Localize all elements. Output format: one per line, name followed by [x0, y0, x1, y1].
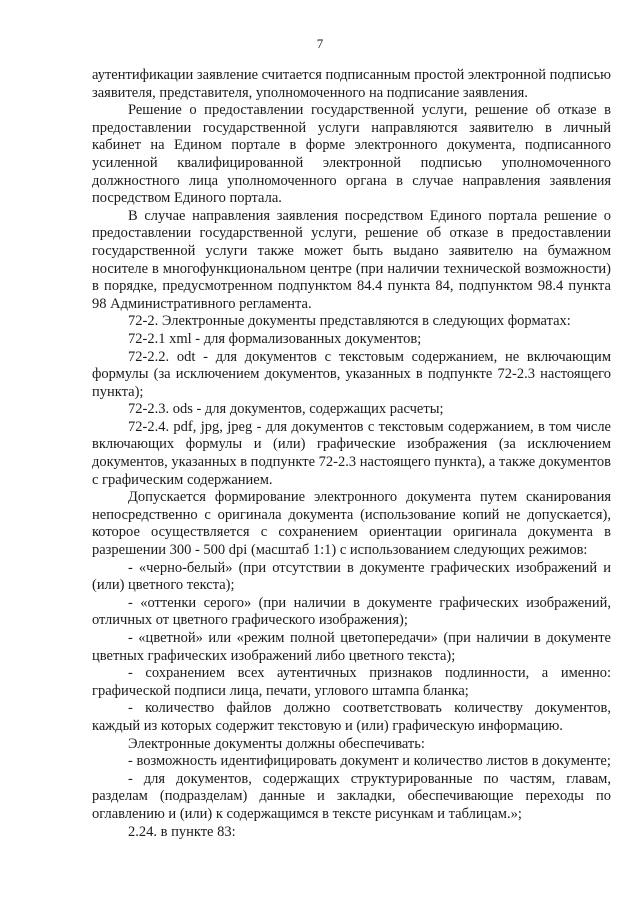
paragraph: - сохранением всех аутентичных признаков подлинности, а именно: графической подписи лица, печати, углового штампа бланка; [92, 665, 611, 699]
paragraph: Допускается формирование электронного документа путем сканирования непосредственно с оригинала документа (использование копий не допускается), которое осуществляется с сохранением ориентации оригинала документа в разрешении 300 - 500 dpi (масштаб 1:1) с использованием следующих режимов: [92, 489, 611, 559]
paragraph: В случае направления заявления посредством Единого портала решение о предоставлении государственной услуги, решение об отказе в предоставлении государственной услуги также может быть выдано заявителю на бумажном носителе в многофункциональном центре (при наличии технической возможности) в порядке, предусмотренном подпунктом 84.4 пункта 84, подпунктом 98.4 пункта 98 Административного регламента. [92, 207, 611, 312]
paragraph: 72-2.2. odt - для документов с текстовым содержанием, не включающим формулы (за исключением документов, указанных в подпункте 72-2.3 настоящего пункта); [92, 348, 611, 400]
paragraph: 72-2.3. ods - для документов, содержащих расчеты; [128, 401, 444, 418]
paragraph: 2.24. в пункте 83: [128, 823, 236, 840]
paragraph: - количество файлов должно соответствовать количеству документов, каждый из которых содержит текстовую и (или) графическую информацию. [92, 700, 611, 734]
paragraph: аутентификации заявление считается подписанным простой электронной подписью заявителя, представителя, уполномоченного на подписание заявления. [92, 67, 611, 101]
paragraph: Электронные документы должны обеспечивать: [128, 735, 425, 752]
paragraph: 72-2.4. pdf, jpg, jpeg - для документов с текстовым содержанием, в том числе включающих формулы и (или) графические изображения (за исключением документов, указанных в подпункте 72-2.3 настоящего пункта), а также документов с графическим содержанием. [92, 418, 611, 488]
paragraph: 72-2. Электронные документы представляются в следующих форматах: [128, 313, 571, 330]
paragraph: - для документов, содержащих структурированные по частям, главам, разделам (подразделам) данные и закладки, обеспечивающие переходы по оглавлению и (или) к содержащимся в тексте рисункам и таблицам.»; [92, 770, 611, 822]
paragraph: - «цветной» или «режим полной цветопередачи» (при наличии в документе цветных графических изображений либо цветного текста); [92, 630, 611, 664]
paragraph: - возможность идентифицировать документ и количество листов в документе; [128, 753, 611, 770]
paragraph: - «черно-белый» (при отсутствии в документе графических изображений и (или) цветного текста); [92, 559, 611, 594]
page-number: 7 [316, 36, 324, 51]
body-text [92, 67, 611, 841]
paragraph: 72-2.1 xml - для формализованных документов; [128, 330, 422, 347]
paragraph: Решение о предоставлении государственной услуги, решение об отказе в предоставлении государственной услуги направляются заявителю в личный кабинет на Едином портале в форме электронного документа, подписанного усиленной квалифицированной электронной подписью уполномоченного должностного лица уполномоченного органа в случае направления заявления посредством Единого портала. [92, 102, 611, 207]
paragraph: - «оттенки серого» (при наличии в документе графических изображений, отличных от цветного графического изображения); [92, 594, 611, 629]
